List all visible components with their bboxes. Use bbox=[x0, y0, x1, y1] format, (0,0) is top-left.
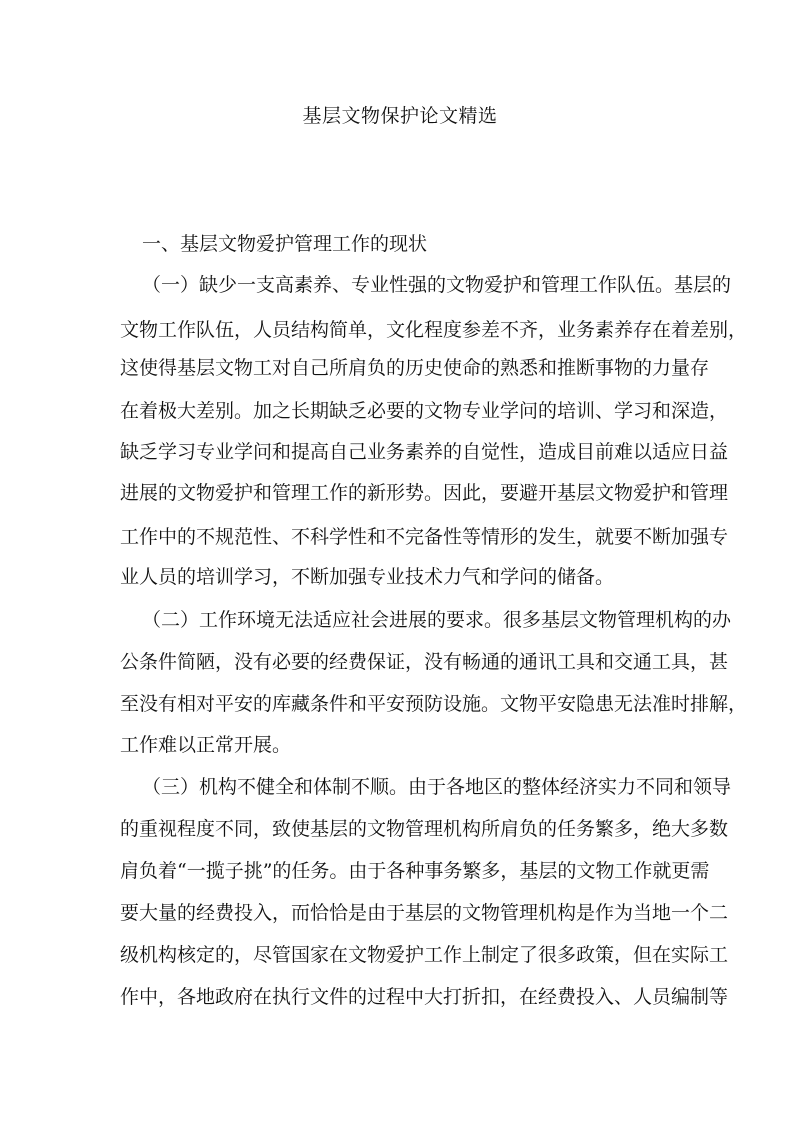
document-title: 基层文物保护论文精选 bbox=[302, 105, 498, 127]
paragraph-line: 业人员的培训学习，不断加强专业技术力气和学问的储备。 bbox=[120, 566, 615, 588]
paragraph-line: 这使得基层文物工对自己所肩负的历史使命的熟悉和推断事物的力量存 bbox=[120, 357, 710, 379]
paragraph-line: 级机构核定的，尽管国家在文物爱护工作上制定了很多政策，但在实际工 bbox=[120, 944, 729, 966]
paragraph-line: 进展的文物爱护和管理工作的新形势。因此，要避开基层文物爱护和管理 bbox=[120, 482, 729, 504]
paragraph-line: 在着极大差别。加之长期缺乏必要的文物专业学问的培训、学习和深造， bbox=[120, 400, 729, 422]
paragraph-line: 缺乏学习专业学问和提高自己业务素养的自觉性，造成目前难以适应日益 bbox=[120, 441, 729, 463]
paragraph-line: 肩负着“一揽子挑”的任务。由于各种事务繁多，基层的文物工作就更需 bbox=[120, 860, 710, 882]
paragraph-line: （二）工作环境无法适应社会进展的要求。很多基层文物管理机构的办 bbox=[142, 609, 732, 631]
paragraph-line: 至没有相对平安的库藏条件和平安预防设施。文物平安隐患无法准时排解， bbox=[120, 693, 748, 715]
paragraph-line: 工作难以正常开展。 bbox=[120, 734, 292, 756]
paragraph-line: 作中，各地政府在执行文件的过程中大打折扣，在经费投入、人员编制等 bbox=[120, 986, 729, 1008]
paragraph-line: 工作中的不规范性、不科学性和不完备性等情形的发生，就要不断加强专 bbox=[120, 526, 729, 548]
paragraph-line: 要大量的经费投入，而恰恰是由于基层的文物管理机构是作为当地一个二 bbox=[120, 902, 729, 924]
paragraph-line: （一）缺少一支高素养、专业性强的文物爱护和管理工作队伍。基层的 bbox=[142, 274, 732, 296]
paragraph-line: 公条件简陋，没有必要的经费保证，没有畅通的通讯工具和交通工具，甚 bbox=[120, 651, 729, 673]
paragraph-line: （三）机构不健全和体制不顺。由于各地区的整体经济实力不同和领导 bbox=[142, 776, 732, 798]
paragraph-line: 文物工作队伍，人员结构简单，文化程度参差不齐，业务素养存在着差别， bbox=[120, 319, 748, 341]
section-heading: 一、基层文物爱护管理工作的现状 bbox=[142, 233, 428, 255]
paragraph-line: 的重视程度不同，致使基层的文物管理机构所肩负的任务繁多，绝大多数 bbox=[120, 818, 729, 840]
